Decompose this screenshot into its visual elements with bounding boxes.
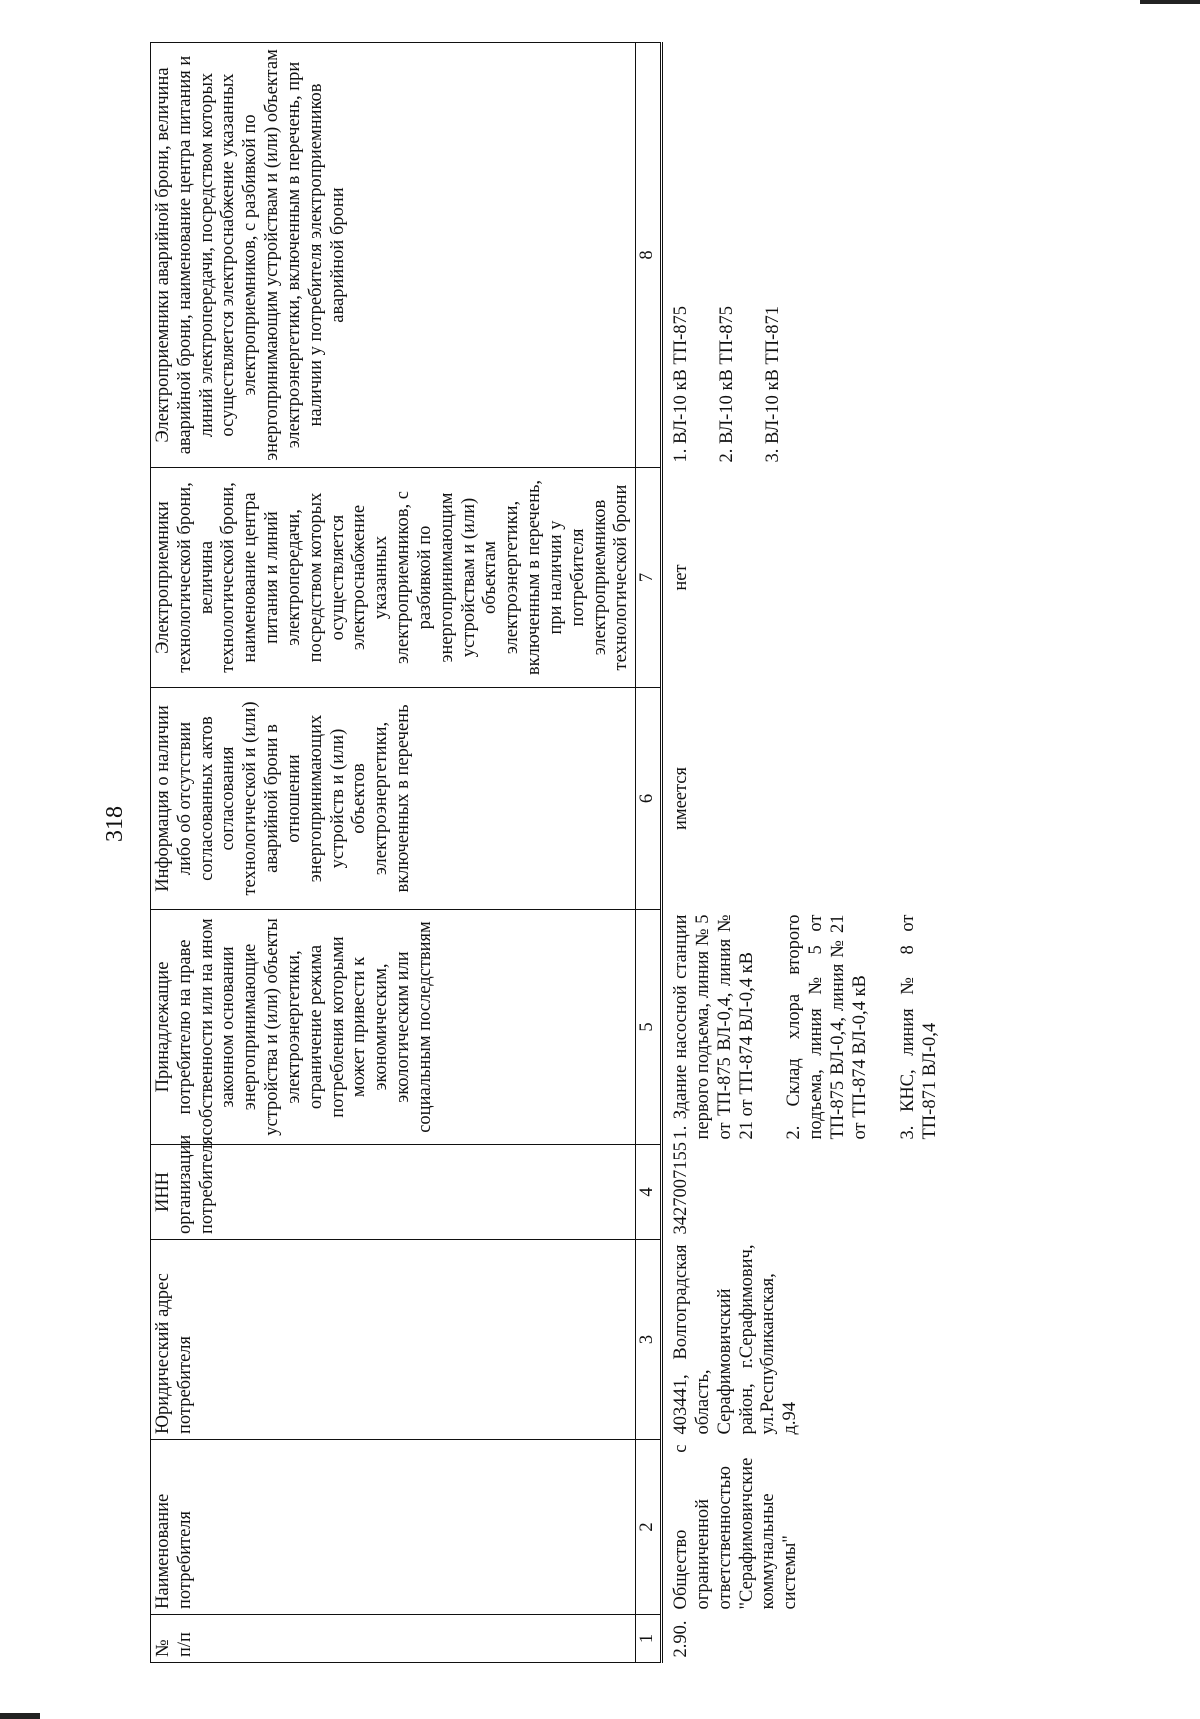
header-inn: ИНН организации потребителя [151,1145,636,1240]
row-number: 2.90. [671,1620,692,1658]
header-devices: Принадлежащие потребителю на праве собственности или на ином законном основании энергопринимающие устройства и (или) объекты электроэнергетики, ограничение режима потребления которыми может привести к экономическим, экологическим или социальным последствиям [151,910,636,1145]
table-row [662,43,944,1663]
column-number: 5 [636,910,662,1145]
device-item: 1. Здание насосной станции первого подъема, линия № 5 от ТП-875 ВЛ-0,4, линия № 21 от ТП-874 ВЛ-0,4 кВ [671,914,757,1140]
reserve-table [150,42,943,1663]
column-number: 3 [636,1240,662,1440]
scan-edge-mark [1140,0,1200,4]
header-consumer-name: Наименование потребителя [151,1440,636,1615]
consumer-name: Общество с ограниченной ответственностью "Серафимовичские коммунальные системы" [671,1444,801,1610]
emergency-item: 3. ВЛ-10 кВ ТП-871 [762,306,783,463]
emergency-item: 2. ВЛ-10 кВ ТП-875 [716,306,737,463]
emergency-item: 1. ВЛ-10 кВ ТП-875 [671,306,692,463]
column-number-row [636,43,662,1663]
scan-edge-mark [0,1713,40,1719]
devices-cell [662,910,944,1145]
column-number: 1 [636,1615,662,1663]
column-number: 7 [636,468,662,688]
tech-reserve: нет [671,564,692,591]
emergency-reserve-cell [662,43,944,468]
device-item: 2. Склад хлора второго подъема, линия № 5 от ТП-875 ВЛ-0,4, линия № 21 от ТП-874 ВЛ-0,4 кВ [784,914,870,1140]
consumer-inn: 3427007155 [671,1142,692,1235]
rotated-table-frame [150,43,1150,1663]
header-number: № п/п [151,1615,636,1663]
column-number: 6 [636,688,662,910]
header-row [151,43,636,1663]
acts-info: имеется [671,766,692,831]
column-number: 4 [636,1145,662,1240]
header-tech-reserve: Электроприемники технологической брони, величина технологической брони, наименование центра питания и линий электропередачи, посредством которых осуществляется электроснабжение указанных электроприемников, с разбивкой по энергопринимающим устройствам и (или) объектам электроэнергетики, включенным в перечень, при наличии у потребителя электроприемников технологической брони [151,468,636,688]
column-number: 2 [636,1440,662,1615]
column-number: 8 [636,43,662,468]
header-address: Юридический адрес потребителя [151,1240,636,1440]
page-number: 318 [102,806,128,842]
consumer-address: 403441, Волгоградская область, Серафимовичский район, г.Серафимович, ул.Республиканская, д.94 [671,1244,801,1435]
header-emergency-reserve: Электроприемники аварийной брони, величина аварийной брони, наименование центра питания и линий электропередачи, посредством которых осуществляется электроснабжение указанных электроприемников, с разбивкой по энергопринимающим устройствам и (или) объектам электроэнергетики, включенным в перечень, при наличии у потребителя электроприемников аварийной брони [151,43,636,468]
device-item: 3. КНС, линия № 8 от ТП-871 ВЛ-0,4 [897,914,940,1140]
header-acts-info: Информация о наличии либо об отсутствии согласованных актов согласования технологической и (или) аварийной брони в отношении энергопринимающих устройств и (или) объектов электроэнергетики, включенных в перечень [151,688,636,910]
